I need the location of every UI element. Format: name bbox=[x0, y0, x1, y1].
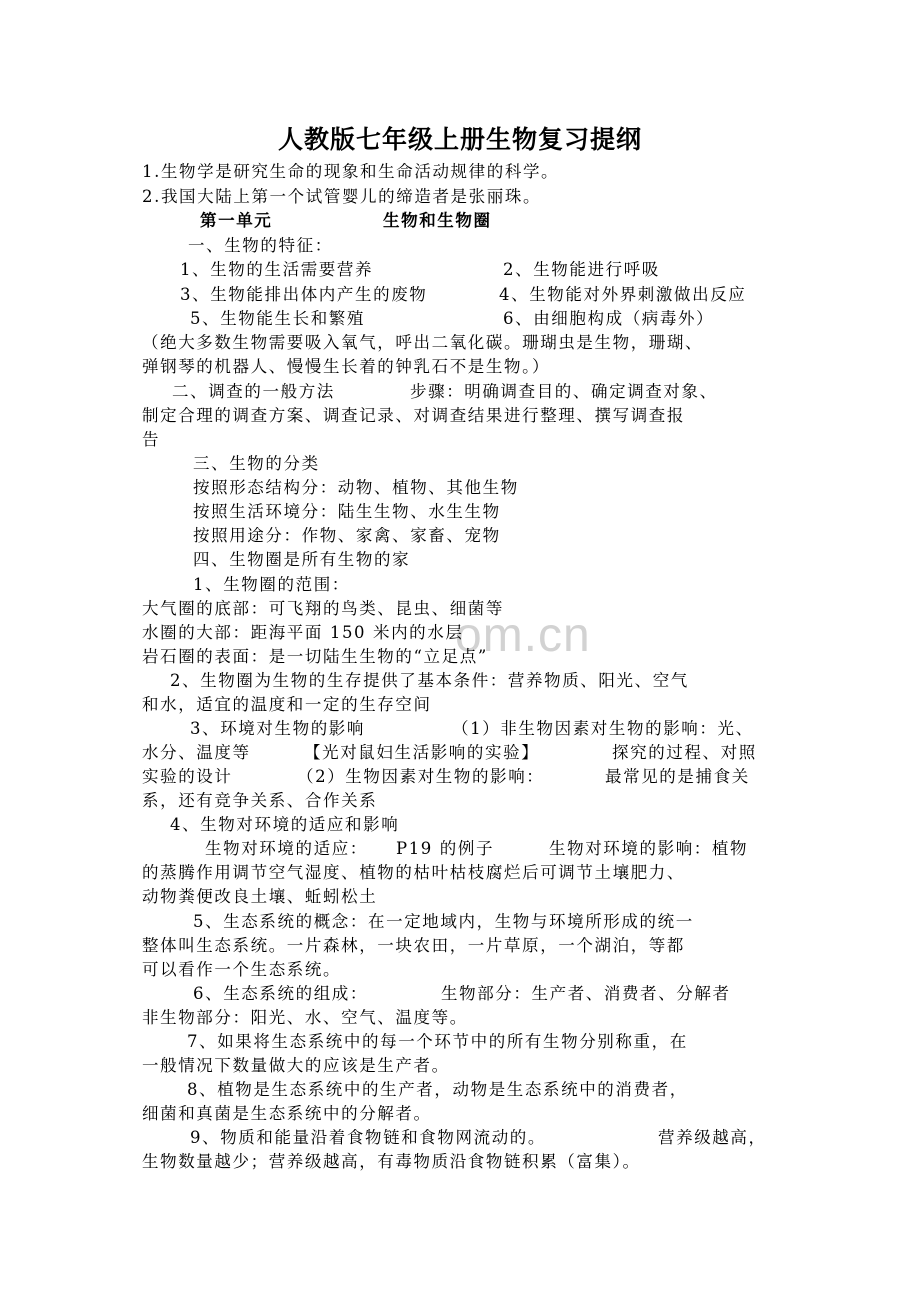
text-line: 按照用途分：作物、家禽、家畜、宠物 bbox=[193, 526, 501, 545]
text-line: 最常见的是捕食关 bbox=[605, 767, 750, 786]
text-line: （绝大多数生物需要吸入氧气，呼出二氧化碳。珊瑚虫是生物，珊瑚、 bbox=[142, 333, 704, 352]
unit-heading: 第一单元 bbox=[200, 211, 273, 230]
section-heading: 一、生物的特征： bbox=[188, 236, 333, 255]
text-line: 按照形态结构分：动物、植物、其他生物 bbox=[193, 478, 519, 497]
text-line: 步骤：明确调查目的、确定调查对象、 bbox=[410, 382, 718, 401]
section-heading: 四、生物圈是所有生物的家 bbox=[193, 550, 411, 569]
text-line: 1、生物圈的范围： bbox=[193, 575, 350, 594]
text-line: 8、植物是生态系统中的生产者，动物是生态系统中的消费者， bbox=[187, 1080, 688, 1099]
text-line: 4、生物能对外界刺激做出反应 bbox=[499, 285, 747, 304]
text-line: 整体叫生态系统。一片森林，一块农田，一片草原，一个湖泊，等都 bbox=[142, 936, 685, 955]
text-line: 和水，适宜的温度和一定的生存空间 bbox=[142, 695, 432, 714]
text-line: 3、生物能排出体内产生的废物 bbox=[180, 285, 428, 304]
text-line: 9、物质和能量沿着食物链和食物网流动的。 bbox=[190, 1128, 546, 1147]
text-line: 2.我国大陆上第一个试管婴儿的缔造者是张丽珠。 bbox=[142, 187, 542, 206]
text-line: 营养级越高， bbox=[658, 1128, 767, 1147]
text-line: 生物数量越少；营养级越高，有毒物质沿食物链积累（富集）。 bbox=[142, 1152, 641, 1171]
text-line: 5、生物能生长和繁殖 bbox=[190, 309, 365, 328]
text-line: 动物粪便改良土壤、蚯蚓松土 bbox=[142, 887, 378, 906]
text-line: 2、生物圈为生物的生存提供了基本条件：营养物质、阳光、空气 bbox=[170, 671, 689, 690]
text-line: 2、生物能进行呼吸 bbox=[503, 260, 660, 279]
text-line: 6、生态系统的组成： bbox=[193, 984, 368, 1003]
watermark: om.cn bbox=[455, 609, 591, 662]
text-line: 细菌和真菌是生态系统中的分解者。 bbox=[142, 1104, 432, 1123]
text-line: 1.生物学是研究生命的现象和生命活动规律的科学。 bbox=[142, 162, 560, 181]
text-line: 一般情况下数量做大的应该是生产者。 bbox=[142, 1056, 450, 1075]
unit-title: 生物和生物圈 bbox=[383, 211, 492, 230]
text-line: 的蒸腾作用调节空气湿度、植物的枯叶枯枝腐烂后可调节土壤肥力、 bbox=[142, 863, 685, 882]
text-line: P19 的例子 bbox=[396, 839, 495, 858]
text-line: 5、生态系统的概念：在一定地域内，生物与环境所形成的统一 bbox=[193, 912, 694, 931]
text-line: 生物对环境的影响：植物 bbox=[549, 839, 749, 858]
text-line: 弹钢琴的机器人、慢慢生长着的钟乳石不是生物。） bbox=[142, 357, 551, 376]
text-line: 【光对鼠妇生活影响的实验】 bbox=[304, 743, 540, 762]
text-line: 水分、温度等 bbox=[142, 743, 251, 762]
text-line: 6、由细胞构成（病毒外） bbox=[503, 309, 715, 328]
text-line: 生物对环境的适应： bbox=[205, 839, 368, 858]
text-line: 可以看作一个生态系统。 bbox=[142, 960, 342, 979]
text-line: 水圈的大部：距海平面 150 米内的水层 bbox=[142, 623, 464, 642]
section-heading: 二、调查的一般方法 bbox=[172, 382, 335, 401]
text-line: 按照生活环境分：陆生生物、水生生物 bbox=[193, 502, 501, 521]
text-line: 实验的设计 bbox=[142, 767, 233, 786]
text-line: 生物部分：生产者、消费者、分解者 bbox=[441, 984, 731, 1003]
text-line: 1、生物的生活需要营养 bbox=[180, 260, 374, 279]
text-line: 告 bbox=[142, 430, 161, 449]
text-line: 制定合理的调查方案、调查记录、对调查结果进行整理、撰写调查报 bbox=[142, 406, 685, 425]
text-line: 7、如果将生态系统中的每一个环节中的所有生物分别称重，在 bbox=[187, 1032, 688, 1051]
page-title: 人教版七年级上册生物复习提纲 bbox=[277, 125, 642, 154]
text-line: 3、环境对生物的影响 bbox=[190, 719, 365, 738]
text-line: 非生物部分：阳光、水、空气、温度等。 bbox=[142, 1008, 468, 1027]
text-line: （1）非生物因素对生物的影响：光、 bbox=[452, 719, 754, 738]
text-line: 大气圈的底部：可飞翔的鸟类、昆虫、细菌等 bbox=[142, 599, 504, 618]
text-line: 4、生物对环境的适应和影响 bbox=[170, 815, 400, 834]
text-line: 系，还有竞争关系、合作关系 bbox=[142, 791, 378, 810]
text-line: 岩石圈的表面：是一切陆生生物的“立足点” bbox=[142, 647, 488, 666]
section-heading: 三、生物的分类 bbox=[193, 454, 320, 473]
text-line: （2）生物因素对生物的影响： bbox=[297, 767, 545, 786]
text-line: 探究的过程、对照 bbox=[612, 743, 757, 762]
